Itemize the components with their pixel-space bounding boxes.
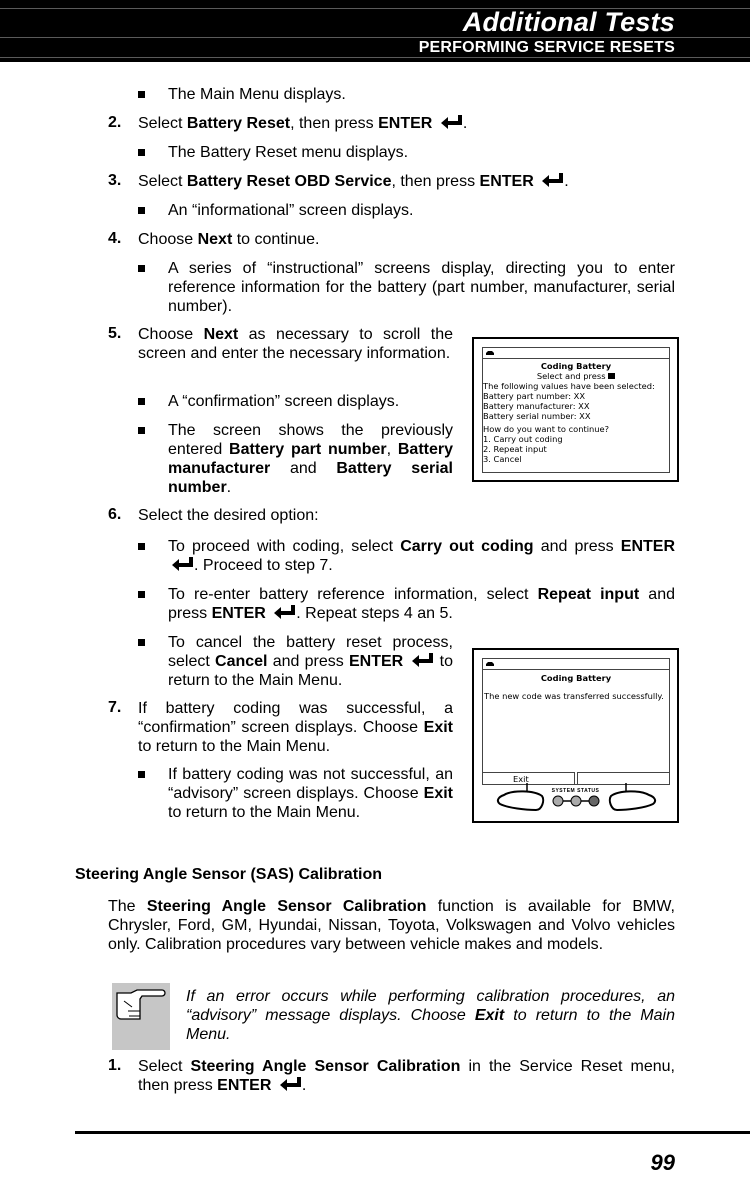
- step-number: 5.: [108, 325, 122, 342]
- footer-rule: [75, 1131, 750, 1134]
- section-subtitle: PERFORMING SERVICE RESETS: [418, 39, 675, 56]
- step-7: If battery coding was successful, a “confirmation” screen displays. Choose Exit to return to the Main Menu.: [138, 700, 453, 755]
- section-heading: Steering Angle Sensor (SAS) Calibration: [75, 866, 383, 883]
- left-softkey-button: [498, 791, 543, 810]
- step-number: 2.: [108, 114, 122, 131]
- bullet-item: If battery coding was not successful, an “advisory” screen displays. Choose Exit to return to the Main Menu.: [168, 766, 453, 821]
- system-status-label: SYSTEM STATUS: [551, 788, 600, 794]
- bullet-item: [168, 259, 675, 316]
- enter-key-icon: [412, 653, 434, 667]
- step-number: 6.: [108, 506, 122, 523]
- enter-key-icon: [274, 605, 296, 619]
- enter-key-icon: [441, 115, 463, 129]
- chapter-title: Additional Tests: [462, 7, 675, 37]
- bullet-item: [168, 201, 675, 220]
- lcd-line: Battery serial number: XX: [483, 411, 591, 421]
- bullet-text: The Main Menu displays.: [168, 86, 346, 103]
- bullet-item: [168, 85, 675, 104]
- lcd-message: The new code was transferred successfully.: [484, 691, 664, 701]
- bullet-text: A “confirmation” screen displays.: [168, 393, 400, 410]
- enter-key-icon: [172, 557, 194, 571]
- lcd-option-carry-out-coding[interactable]: 1. Carry out coding: [483, 434, 563, 444]
- step-6: Select the desired option:: [138, 507, 319, 524]
- vehicle-icon: [485, 350, 495, 356]
- lcd-line: The following values have been selected:: [483, 381, 655, 391]
- bullet-text: An “informational” screen displays.: [168, 202, 414, 219]
- step-4: Choose Next to continue.: [138, 231, 320, 248]
- enter-key-icon: [280, 1077, 302, 1091]
- bullet-item: To cancel the battery reset process, select Cancel and press ENTER to return to the Main Menu.: [168, 634, 453, 689]
- softkey-exit[interactable]: Exit: [483, 772, 575, 784]
- bullet-text: The Battery Reset menu displays.: [168, 144, 409, 161]
- lcd-subtitle: Select and press: [483, 371, 669, 381]
- section-intro: The Steering Angle Sensor Calibration function is available for BMW, Chrysler, Ford, GM, Hyundai, Nissan, Toyota, Volkswagen and Volvo vehicles only. Calibration procedures vary between vehicle makes and models.: [108, 898, 676, 953]
- header-rule: [0, 57, 750, 58]
- lcd-option-cancel[interactable]: 3. Cancel: [483, 454, 522, 464]
- step-number: 3.: [108, 172, 122, 189]
- bullet-text: A series of “instructional” screens display, directing you to enter reference information for the battery (part number, manufacturer, serial number).: [168, 260, 675, 315]
- lcd-status-bar: [483, 659, 669, 670]
- device-screen-success: [472, 648, 679, 823]
- step-number: 7.: [108, 699, 122, 716]
- vehicle-icon: [485, 661, 495, 667]
- step-2: Select Battery Reset, then press ENTER .: [138, 115, 468, 132]
- step-number: 4.: [108, 230, 122, 247]
- bullet-item: [168, 143, 675, 162]
- bullet-item: [168, 392, 453, 411]
- note-text: If an error occurs while performing calibration procedures, an “advisory” message displays. Choose Exit to return to the Main Menu.: [186, 988, 675, 1043]
- page-header: [0, 0, 750, 62]
- lcd-display: [482, 347, 670, 473]
- lcd-line: Battery manufacturer: XX: [483, 401, 590, 411]
- enter-key-icon: [542, 173, 564, 187]
- lcd-status-bar: [483, 348, 669, 359]
- bullet-item: The screen shows the previously entered Battery part number, Battery manufacturer and Battery serial number.: [168, 422, 454, 496]
- lcd-line: Battery part number: XX: [483, 391, 586, 401]
- lcd-display: [482, 658, 670, 785]
- right-softkey-button: [610, 791, 655, 810]
- page-number: 99: [650, 1150, 675, 1175]
- note-pointing-hand-icon: [112, 983, 170, 1050]
- bullet-item: To proceed with coding, select Carry out coding and press ENTER . Proceed to step 7.: [168, 538, 675, 574]
- device-buttons-and-status-leds: [494, 783, 659, 818]
- lcd-question: How do you want to continue?: [483, 424, 610, 434]
- lcd-title: Coding Battery: [540, 673, 612, 683]
- bullet-item: To re-enter battery reference information, select Repeat input and press ENTER . Repeat steps 4 an 5.: [168, 586, 675, 622]
- step-5: Choose Next as necessary to scroll the screen and enter the necessary information.: [138, 326, 454, 362]
- enter-key-icon: [608, 373, 615, 379]
- step-number: 1.: [108, 1057, 122, 1074]
- step-3: Select Battery Reset OBD Service, then press ENTER .: [138, 173, 569, 190]
- sas-step-1: Select Steering Angle Sensor Calibration in the Service Reset menu, then press ENTER .: [138, 1058, 675, 1094]
- lcd-title: Coding Battery: [540, 361, 612, 371]
- lcd-option-repeat-input[interactable]: 2. Repeat input: [483, 444, 547, 454]
- device-screen-confirmation: [472, 337, 679, 482]
